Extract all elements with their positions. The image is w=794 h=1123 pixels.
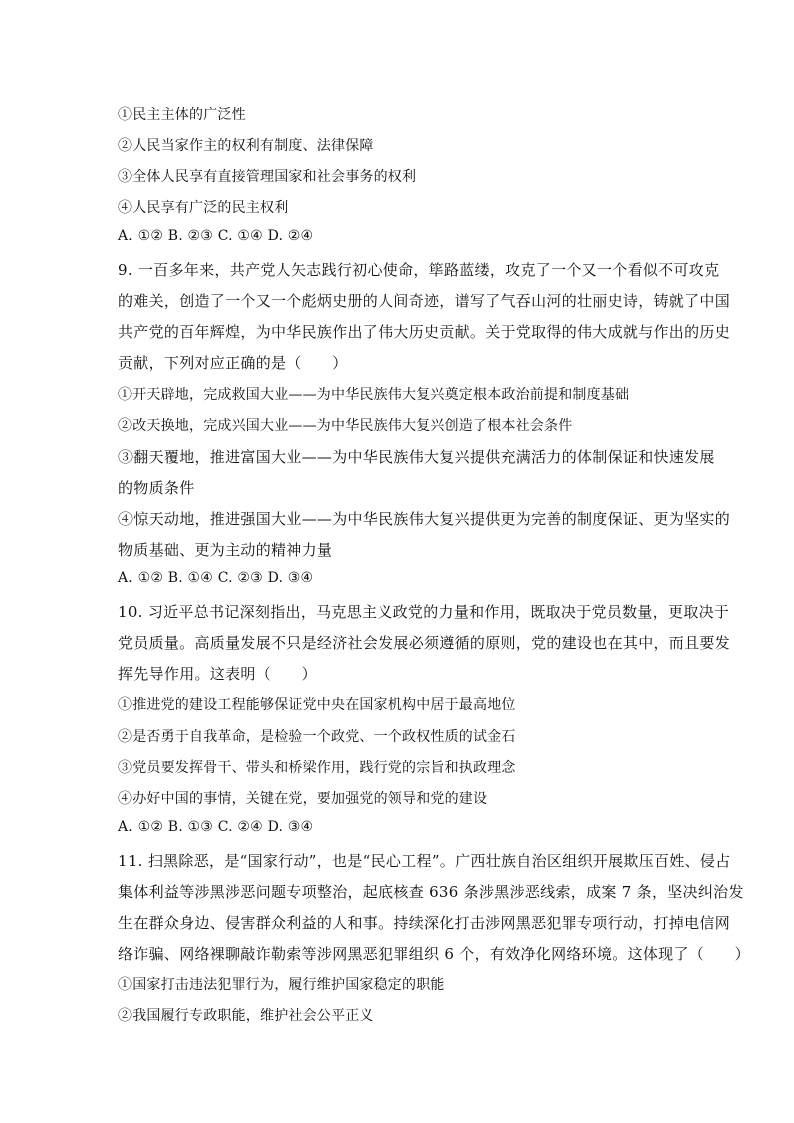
option-line: ③全体人民享有直接管理国家和社会事务的权利 <box>118 169 417 185</box>
option-line: ①民主主体的广泛性 <box>118 107 246 123</box>
answer-choices: A. ①② B. ②③ C. ①④ D. ②④ <box>118 228 314 244</box>
option-line: ①推进党的建设工程能够保证党中央在国家机构中居于最高地位 <box>118 697 516 713</box>
question-11-text: 络诈骗、网络裸聊敲诈勒索等涉网黑恶犯罪组织 6 个，有效净化网络环境。这体现了（ ） <box>118 945 750 963</box>
option-line: ②是否勇于自我革命，是检验一个政党、一个政权性质的试金石 <box>118 729 516 745</box>
option-line: ③翻天覆地，推进富国大业——为中华民族伟大复兴提供充满活力的体制保证和快速发展 <box>118 448 715 466</box>
option-line: ①国家打击违法犯罪行为，履行维护国家稳定的职能 <box>118 977 445 993</box>
option-line: ②我国履行专政职能，维护社会公平正义 <box>118 1008 374 1024</box>
question-11-text: 11. 扫黑除恶，是“国家行动”，也是“民心工程”。广西壮族自治区组织开展欺压百姓、侵占 <box>118 852 731 870</box>
option-line: 的物质条件 <box>118 479 195 497</box>
option-line: ④办好中国的事情，关键在党，要加强党的领导和党的建设 <box>118 791 488 807</box>
option-line: 物质基础、更为主动的精神力量 <box>118 541 333 559</box>
question-10-text: 挥先导作用。这表明（ ） <box>118 665 317 683</box>
question-11-text: 生在群众身边、侵害群众利益的人和事。持续深化打击涉网黑恶犯罪专项行动，打掉电信网 <box>118 914 731 932</box>
option-line: ②改天换地，完成兴国大业——为中华民族伟大复兴创造了根本社会条件 <box>118 418 573 434</box>
question-9-text: 的难关，创造了一个又一个彪炳史册的人间奇迹，谱写了气吞山河的壮丽史诗，铸就了中国 <box>118 292 731 310</box>
answer-choices: A. ①② B. ①④ C. ②③ D. ③④ <box>118 570 314 586</box>
question-10-text: 10. 习近平总书记深刻指出，马克思主义政党的力量和作用，既取决于党员数量，更取决于 <box>118 603 730 621</box>
option-line: ④人民享有广泛的民主权利 <box>118 200 289 216</box>
question-11-text: 集体利益等涉黑涉恶问题专项整治，起底核查 636 条涉黑涉恶线索，成案 7 条，坚决纠治发 <box>118 883 744 901</box>
question-9-text: 共产党的百年辉煌，为中华民族作出了伟大历史贡献。关于党取得的伟大成就与作出的历史 <box>118 323 731 341</box>
option-line: ②人民当家作主的权利有制度、法律保障 <box>118 138 374 154</box>
answer-choices: A. ①② B. ①③ C. ②④ D. ③④ <box>118 819 314 835</box>
question-10-text: 党员质量。高质量发展不只是经济社会发展必须遵循的原则，党的建设也在其中，而且要发 <box>118 634 731 652</box>
question-9-text: 9. 一百多年来，共产党人矢志践行初心使命，筚路蓝缕，攻克了一个又一个看似不可攻克 <box>118 261 720 279</box>
option-line: ①开天辟地，完成救国大业——为中华民族伟大复兴奠定根本政治前提和制度基础 <box>118 387 630 403</box>
question-9-text: 贡献，下列对应正确的是（ ） <box>118 354 348 372</box>
option-line: ④惊天动地，推进强国大业——为中华民族伟大复兴提供更为完善的制度保证、更为坚实的 <box>118 510 731 528</box>
option-line: ③党员要发挥骨干、带头和桥梁作用，践行党的宗旨和执政理念 <box>118 760 516 776</box>
